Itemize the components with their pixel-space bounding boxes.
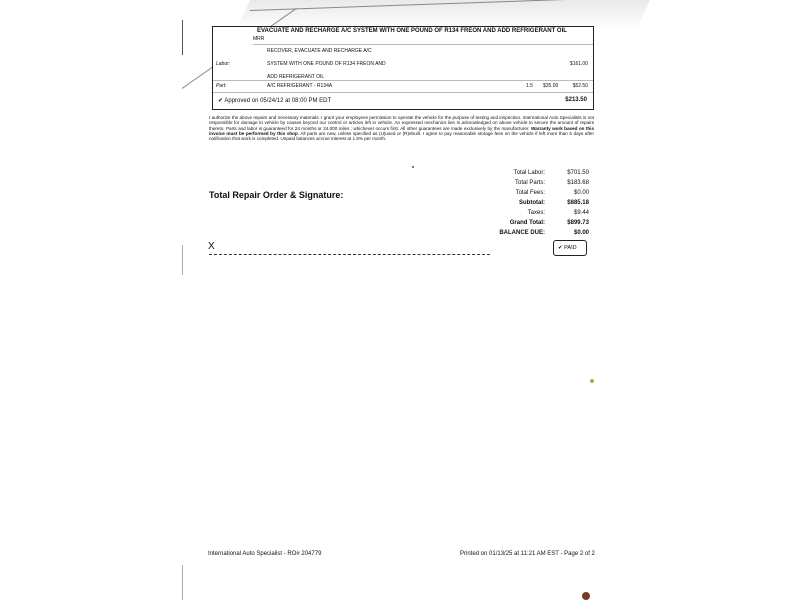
part-quantity: 1.5 bbox=[526, 83, 533, 89]
check-icon: ✔ bbox=[558, 245, 563, 251]
footer-printed-info: Printed on 01/13/25 at 11:21 AM EST - Page 2 of 2 bbox=[460, 551, 595, 557]
part-name: A/C REFRIGERANT - R134A bbox=[267, 83, 333, 89]
approved-amount: $213.50 bbox=[565, 97, 587, 103]
margin-line bbox=[182, 565, 183, 600]
margin-line bbox=[182, 20, 183, 55]
signature-x-mark: X bbox=[208, 241, 215, 252]
footer-shop-ro: International Auto Specialist - RO# 204779 bbox=[208, 551, 322, 557]
part-unit-price: $35.00 bbox=[543, 83, 559, 89]
scan-speck bbox=[590, 379, 594, 383]
part-label: Part: bbox=[216, 83, 227, 89]
subtotal-label: Subtotal: bbox=[519, 200, 545, 206]
balance-due-value: $0.00 bbox=[573, 230, 589, 236]
total-labor-label: Total Labor: bbox=[513, 170, 545, 176]
approved-line bbox=[218, 97, 331, 104]
total-fees-value: $0.00 bbox=[573, 190, 589, 196]
signature-line bbox=[209, 254, 490, 255]
job-box bbox=[212, 26, 594, 110]
job-title: EVACUATE AND RECHARGE A/C SYSTEM WITH ONE POUND OF R134 FREON AND ADD REFRIGERANT OIL bbox=[257, 28, 567, 34]
total-fees-label: Total Fees: bbox=[515, 190, 545, 196]
paid-badge bbox=[553, 240, 587, 256]
total-parts-label: Total Parts: bbox=[514, 180, 545, 186]
balance-due-label: BALANCE DUE: bbox=[499, 230, 545, 236]
job-description-line3: ADD REFRIGERANT OIL bbox=[267, 74, 325, 80]
authorization-terms: I authorize the above repairs and necessary materials. I grant your employees permission to operate the vehicle for the purpose of testing and inspection. International Auto Specialists is not responsible for damage to vehicle by causes beyond our control or articles left in vehicle. An expressed mechanics lien is acknowledged on above vehicle to secure the amount of repairs thereto. Parts and labor is guaranteed for 24 months or 24,000 miles ; whichever occurs first. All other guarantees are made exclusively by the manufacturer. Warranty work based on this invoice must be performed by this shop. All parts are new, unless specified as (U)used or (R)ebuilt. I agree to pay reasonable storage fees on the vehicle if left more than 5 days after notification that work is completed. Unpaid balances accrue interest at 1.5% per month. bbox=[209, 115, 595, 142]
taxes-value: $9.44 bbox=[573, 210, 589, 216]
labor-label: Labor: bbox=[216, 61, 231, 67]
taxes-label: Taxes: bbox=[527, 210, 545, 216]
scan-speck bbox=[582, 592, 590, 600]
margin-line bbox=[182, 245, 183, 275]
signature-title: Total Repair Order & Signature: bbox=[209, 190, 344, 200]
approved-text: Approved on 05/24/12 at 08:00 PM EDT bbox=[224, 98, 332, 104]
part-total: $52.50 bbox=[572, 83, 588, 89]
grand-total-value: $899.73 bbox=[567, 220, 589, 226]
paid-label: PAID bbox=[564, 245, 577, 251]
job-description-line1: RECOVER, EVACUATE AND RECHARGE A/C bbox=[267, 48, 372, 54]
job-description-line2: SYSTEM WITH ONE POUND OF R134 FREON AND bbox=[267, 61, 386, 67]
check-icon: ✔ bbox=[218, 98, 224, 104]
grand-total-label: Grand Total: bbox=[509, 220, 545, 226]
job-code: MRR bbox=[253, 36, 265, 42]
total-parts-value: $183.68 bbox=[567, 180, 589, 186]
labor-amount: $161.00 bbox=[569, 61, 588, 67]
scan-speck bbox=[412, 166, 414, 168]
total-labor-value: $701.50 bbox=[567, 170, 589, 176]
subtotal-value: $885.18 bbox=[567, 200, 589, 206]
